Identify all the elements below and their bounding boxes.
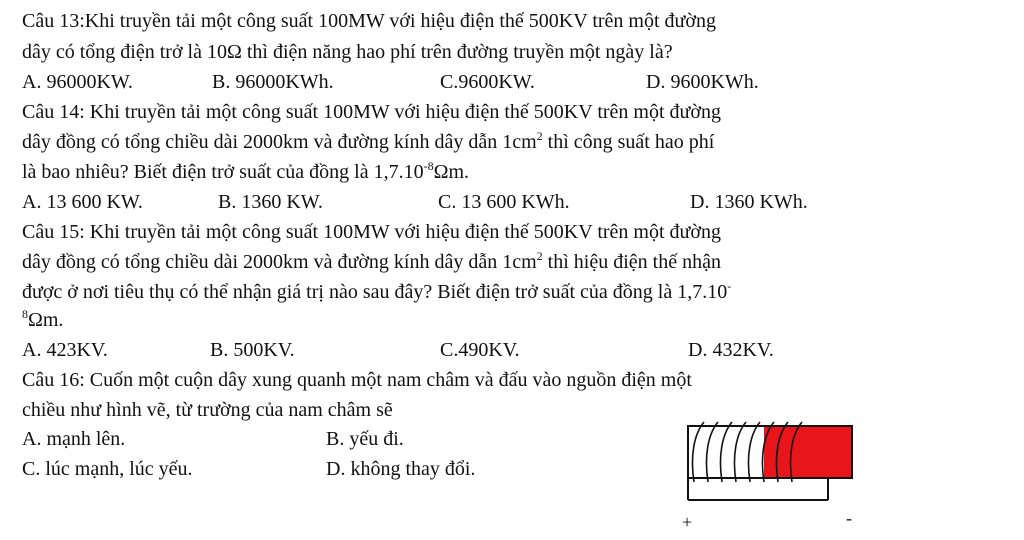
q15-option-a: A. 423KV. [22, 339, 108, 361]
q15-line-1: Câu 15: Khi truyền tải một công suất 100MW với hiệu điện thế 500KV trên một đường [22, 221, 721, 243]
q13-option-d: D. 9600KWh. [646, 71, 759, 93]
q15-line-4-text: Ωm. [28, 309, 64, 331]
q14-line-3 [22, 158, 469, 187]
q15-line-3-superscript: - [727, 279, 732, 293]
coil-turn [692, 422, 704, 482]
q15-option-b: B. 500KV. [210, 339, 295, 361]
q14-option-a: A. 13 600 KW. [22, 191, 143, 213]
q16-option-d: D. không thay đổi. [326, 458, 476, 480]
q14-option-b: B. 1360 KW. [218, 191, 323, 213]
q16-option-a: A. mạnh lên. [22, 428, 126, 450]
q14-line-2 [22, 128, 714, 157]
q15-line-4-superscript: 8 [22, 307, 28, 321]
coil-magnet-figure [678, 416, 868, 536]
coil-turn [720, 422, 732, 482]
coil-turn [734, 422, 746, 482]
q14-line-2-text: dây đồng có tổng chiều dài 2000km và đường kính dây dẫn 1cm [22, 131, 537, 153]
q13-option-b: B. 96000KWh. [212, 71, 334, 93]
q15-line-4 [22, 306, 63, 335]
q13-option-c: C.9600KW. [440, 71, 535, 93]
q16-option-b: B. yếu đi. [326, 428, 404, 450]
q15-option-d: D. 432KV. [688, 339, 774, 361]
minus-terminal-label: - [846, 508, 852, 528]
q13-option-a: A. 96000KW. [22, 71, 133, 93]
q14-line-3-text: là bao nhiêu? Biết điện trở suất của đồng là 1,7.10 [22, 161, 424, 183]
q14-option-c: C. 13 600 KWh. [438, 191, 570, 213]
plus-terminal-label: + [682, 512, 693, 532]
q15-option-c: C.490KV. [440, 339, 520, 361]
q15-line-2 [22, 248, 721, 277]
q14-line-2-superscript: 2 [536, 129, 543, 143]
q16-option-c: C. lúc mạnh, lúc yếu. [22, 458, 193, 480]
q13-line-2: dây có tổng điện trở là 10Ω thì điện năng hao phí trên đường truyền một ngày là? [22, 41, 673, 63]
q14-line-1: Câu 14: Khi truyền tải một công suất 100MW với hiệu điện thế 500KV trên một đường [22, 101, 721, 123]
q13-line-1: Câu 13:Khi truyền tải một công suất 100MW với hiệu điện thế 500KV trên một đường [22, 10, 716, 32]
q15-line-3-text: được ở nơi tiêu thụ có thể nhận giá trị nào sau đây? Biết điện trở suất của đồng là 1,7.10 [22, 281, 728, 303]
q16-line-2: chiều như hình vẽ, từ trường của nam châm sẽ [22, 399, 393, 421]
q14-line-3-superscript: -8 [423, 159, 434, 173]
q15-line-2-superscript: 2 [536, 249, 543, 263]
q14-option-d: D. 1360 KWh. [690, 191, 808, 213]
coil-turn [748, 422, 760, 482]
q15-line-2-text: dây đồng có tổng chiều dài 2000km và đường kính dây dẫn 1cm [22, 251, 537, 273]
q15-line-2-text-end: thì hiệu điện thế nhận [542, 251, 721, 273]
coil-leads [688, 478, 828, 500]
q16-line-1: Câu 16: Cuốn một cuộn dây xung quanh một nam châm và đấu vào nguồn điện một [22, 369, 692, 391]
coil-turn [706, 422, 718, 482]
q14-line-2-text-end: thì công suất hao phí [542, 131, 715, 153]
q15-line-3 [22, 278, 731, 307]
q14-line-3-text-end: Ωm. [433, 161, 470, 183]
